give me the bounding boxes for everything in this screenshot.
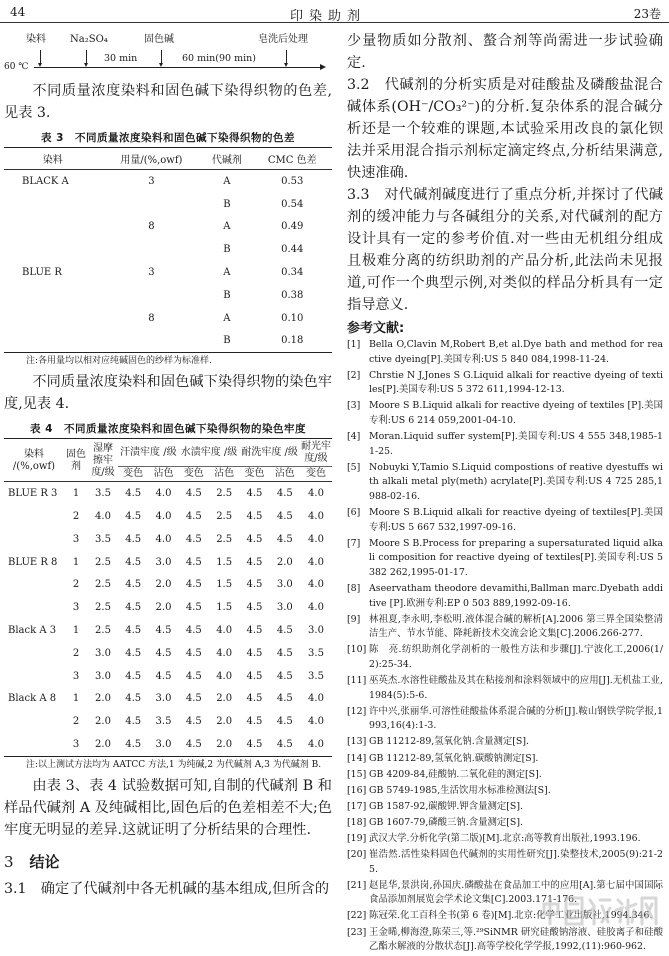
paragraph: 少量物质如分散剂、螯合剂等尚需进一步试验确定.	[347, 33, 663, 71]
reference-text: 许中兴,张丽华.可溶性硅酸盐体系混合碱的分析[J].鞍山钢铁学院学报,1993,16(4):1-3.	[369, 705, 663, 732]
table-cell: 0.38	[281, 289, 304, 301]
table4-header-stain: 沾色	[209, 467, 239, 482]
table-row	[4, 170, 332, 193]
reference-number: [9]	[347, 613, 361, 625]
reference-number: [13]	[347, 736, 367, 748]
table-cell	[4, 665, 64, 688]
reference-number: [11]	[347, 675, 367, 687]
reference-number: [21]	[347, 879, 367, 891]
table-row	[4, 505, 332, 528]
reference-item	[347, 537, 663, 581]
reference-item	[347, 816, 663, 831]
table-cell: 1	[72, 693, 80, 705]
table4-header-sweat: 汗渍牢度 /级	[118, 439, 179, 467]
table4-header-stain: 沾色	[270, 467, 300, 482]
table4-header-light: 耐光牢度/级	[300, 439, 332, 467]
table-cell: A	[223, 312, 231, 324]
reference-item	[347, 800, 663, 815]
table-cell: 3.5	[95, 533, 111, 545]
table-cell: 4.5	[276, 625, 293, 637]
reference-text: GB 1587-92,碳酸钾.钾含量测定[S].	[369, 800, 523, 812]
table4-header-dye: 染料 /(%,owf)	[12, 448, 56, 472]
reference-item	[347, 784, 663, 799]
reference-item	[347, 705, 663, 734]
table-cell: 4.5	[246, 533, 263, 545]
reference-number: [6]	[347, 507, 361, 519]
reference-number: [7]	[347, 537, 361, 549]
table-cell: 3	[148, 267, 155, 279]
table-cell: 2.5	[216, 488, 233, 500]
table-cell: 3.0	[308, 625, 324, 637]
table-cell: 3.0	[155, 739, 172, 751]
reference-item	[347, 506, 663, 535]
table-cell: 2.5	[216, 533, 233, 545]
table-row	[4, 238, 332, 261]
table-row	[4, 216, 332, 239]
table-cell: Black A 8	[8, 693, 57, 705]
table-cell: 4.0	[95, 511, 111, 523]
reference-text: 陈 亮.纺织助剂化学剖析的一般性方法和步骤[J].宁波化工,2006(1/2):25-34.	[369, 644, 663, 670]
table-cell	[4, 216, 102, 239]
table-cell: 3	[148, 175, 155, 187]
table-cell: 4.5	[246, 693, 263, 705]
table-cell: 4.5	[155, 670, 172, 682]
process-label-alkali: 固色碱	[144, 34, 174, 45]
table-cell: BLUE R 8	[8, 556, 58, 568]
reference-number: [12]	[347, 705, 367, 717]
reference-item	[347, 926, 663, 955]
table-row	[4, 642, 332, 665]
table-cell: 4.0	[308, 739, 324, 751]
volume-label: 23卷	[633, 7, 661, 21]
reference-text: GB 11212-89,氢氧化钠.含量测定[S].	[369, 736, 529, 748]
table-cell	[102, 238, 202, 261]
paragraph: 3.3 对代碱剂碱度进行了重点分析,并探讨了代碱剂的缓冲能力与各碱组分的关系,对代碱剂的配方设计具有一定的参考价值.对一些由无机组分组成且极难分离的纺织助剂的产品分析,此法尚未见报道,可作一个典型示例,对类似的样品分析具有一定指导意义.	[347, 187, 663, 313]
table-cell: 4.5	[185, 647, 202, 659]
table-cell: 4.0	[308, 693, 324, 705]
reference-text: Nobuyki Y,Tamio S.Liquid compostions of reative dyestuffs with alkali metal ply(meth) acrylate[P].美国专利:US 4 725 285,1988-02-16.	[369, 461, 663, 502]
table-cell: 1.5	[216, 602, 233, 614]
reference-number: [10]	[347, 644, 367, 656]
table-cell: 4.5	[185, 556, 202, 568]
table-cell: 4.5	[246, 670, 263, 682]
table-cell: 4.5	[246, 579, 263, 591]
table4-note: 注:以上测试方法均为 AATCC 方法,1 为纯碱,2 为代碱剂 A,3 为代碱剂 B.	[26, 759, 322, 770]
table-cell: 4.5	[276, 488, 293, 500]
table-cell: 4.0	[308, 602, 324, 614]
table-cell: 4.5	[125, 647, 142, 659]
table-cell: 4.5	[185, 716, 202, 728]
reference-text: GB 4209-84,硅酸钠.二氧化硅的测定[S].	[369, 768, 542, 780]
table-cell: 2.0	[95, 693, 111, 705]
table-cell: 4.5	[125, 556, 142, 568]
table-cell: 4.0	[216, 625, 233, 637]
table-cell: 4.5	[185, 739, 202, 751]
table-cell: 2	[72, 579, 80, 591]
table-cell: 8	[148, 221, 155, 233]
table-cell	[4, 505, 64, 528]
table3-note: 注:各用量均以相对应纯碱固色的纱样为标准样.	[26, 356, 212, 367]
table-cell	[102, 330, 202, 353]
table-cell: 2.5	[95, 625, 111, 637]
table-cell: 2.5	[95, 579, 111, 591]
table3-header: 用量/(%,owf)	[102, 148, 202, 170]
table-cell: 0.34	[281, 267, 304, 279]
table-cell: 4.5	[246, 602, 263, 614]
table-cell: 4.5	[185, 602, 202, 614]
section-heading	[4, 851, 332, 872]
reference-text: GB 5749-1985,生活饮用水标准检测法[S].	[369, 784, 551, 796]
table-cell: 2	[72, 511, 80, 523]
table-cell: 4.0	[155, 511, 172, 523]
table-cell: 4.5	[185, 511, 202, 523]
table-cell: 4.5	[276, 647, 293, 659]
table-row	[4, 688, 332, 711]
reference-text: 林祖夏,李永明,李松明.液体混合碱的解析[A].2006 第三界全国染整清洁生产、节水节能、降耗新技术交流会论文集[C].2006.266-277.	[369, 613, 663, 640]
table-cell: 4.5	[246, 511, 263, 523]
table-row	[4, 193, 332, 216]
reference-item	[347, 369, 663, 398]
table-cell: 4.5	[125, 602, 142, 614]
table-cell: B	[223, 289, 231, 301]
table4-caption: 表 4 不同质量浓度染料和固色碱下染得织物的染色牢度	[30, 423, 306, 436]
table-cell: A	[223, 175, 231, 187]
table-cell: 4.5	[125, 511, 142, 523]
table-row	[4, 574, 332, 597]
table-cell: B	[223, 335, 231, 347]
table-cell: 4.5	[125, 716, 142, 728]
process-label-dye: 染料	[26, 34, 46, 45]
reference-number: [18]	[347, 816, 367, 828]
table-cell	[102, 284, 202, 307]
table3-header: CMC 色差	[252, 148, 332, 170]
reference-number: [16]	[347, 784, 367, 796]
table-cell: 4.5	[246, 488, 263, 500]
table-cell: 3.0	[95, 670, 111, 682]
table-row	[4, 284, 332, 307]
table-row	[4, 482, 332, 505]
reference-text: GB 1607-79,磷酸三钠.含量测定[S].	[369, 816, 523, 828]
table-cell: 4.5	[276, 670, 293, 682]
reference-item	[347, 430, 663, 459]
reference-text: 崔浩然.活性染料固色代碱剂的实用性研究[J].染整技术,2005(9):21-25.	[369, 849, 663, 875]
table-cell: 4.5	[185, 533, 202, 545]
table-cell	[102, 193, 202, 216]
table-cell: 1.5	[216, 579, 233, 591]
process-label-salt: Na₂SO₄	[70, 34, 108, 45]
table-cell: 4.5	[155, 625, 172, 637]
table-cell: 0.53	[281, 175, 304, 187]
table-cell: 4.5	[246, 647, 263, 659]
reference-text: GB 11212-89,氢氧化钠.碳酸钠测定[S].	[369, 752, 539, 764]
journal-title: 印染助剂	[290, 9, 367, 24]
table-row	[4, 551, 332, 574]
table-cell	[4, 574, 64, 597]
table-cell: 2.0	[95, 739, 111, 751]
table-cell: 3.5	[308, 647, 324, 659]
reference-item	[347, 338, 663, 367]
table3-header: 染料	[4, 148, 102, 170]
page-number: 44	[10, 5, 26, 19]
table-cell: A	[223, 221, 231, 233]
reference-text: 武汉大学.分析化学(第二版)[M].北京:高等教育出版社,1993.196.	[369, 833, 641, 844]
table4-header-water: 水渍牢度 /级	[179, 439, 240, 467]
table-cell: 2.5	[95, 602, 111, 614]
arrow-down-icon	[286, 50, 287, 65]
reference-text: 王金晞,柳海澄,陈荣三,等.²⁹SiNMR 研究硅酸钠溶液、硅胶离子和硅酸乙酯水解液的分散状态[J].高等学校化学学报,1992,(11):960-962.	[369, 926, 663, 953]
table-cell: 3.5	[95, 488, 111, 500]
section-number: 3	[4, 852, 14, 871]
table-cell: 0.54	[281, 198, 304, 210]
table-cell: 0.44	[281, 244, 304, 256]
table-cell: 1	[72, 556, 80, 568]
table-cell: A	[223, 267, 231, 279]
table4-header-wetrub: 湿摩擦牢度/级	[91, 442, 115, 478]
reference-item	[347, 735, 663, 750]
table-cell: 3	[72, 533, 80, 545]
table-cell: 2.0	[155, 602, 172, 614]
process-temperature: 60 ℃	[4, 62, 29, 72]
table-cell: 4.0	[155, 533, 172, 545]
table-cell: 4.5	[155, 647, 172, 659]
table-cell: 3	[72, 739, 80, 751]
page-header	[0, 0, 669, 24]
table-cell: 4.5	[246, 556, 263, 568]
table-cell: 4.5	[276, 716, 293, 728]
reference-item	[347, 832, 663, 847]
reference-text: Bella O,Clavin M,Robert B,et al.Dye bath and method for reactive dyeing[P].美国专利:US 5 840 084,1998-11-24.	[369, 339, 663, 365]
table-cell: 4.5	[125, 533, 142, 545]
arrow-down-icon	[40, 50, 41, 65]
process-label-soaping: 皂洗后处理	[258, 34, 308, 45]
table4-header-change: 变色	[300, 467, 332, 482]
table-cell: 4.5	[125, 670, 142, 682]
reference-text: 陈冠荣.化工百科全书(第 6 卷)[M].北京:化学工业出版社,1994.346.	[369, 910, 653, 922]
table-cell: 2.5	[95, 556, 111, 568]
table-cell: 3.5	[155, 716, 172, 728]
table4-header-change: 变色	[118, 467, 148, 482]
table-cell: 4.5	[276, 693, 293, 705]
reference-number: [2]	[347, 369, 361, 381]
reference-item	[347, 461, 663, 505]
reference-text: Moore S B.Liquid alkali for reactive dyeing of textiles[P].美国专利:US 5 667 532,1997-09-16.	[369, 507, 663, 533]
table-row	[4, 665, 332, 688]
table4	[4, 438, 332, 757]
reference-text: Aseervatham theodore devamithi,Ballman marc.Dyebath additive [P].欧洲专利:EP 0 503 889,1992-09-16.	[369, 583, 663, 609]
references-title: 参考文献:	[347, 321, 405, 336]
table-row	[4, 733, 332, 756]
table-cell: 4.5	[185, 670, 202, 682]
table-cell: 1	[72, 488, 80, 500]
reference-text: Moran.Liquid suffer system[P].美国专利:US 4 555 348,1985-11-25.	[369, 431, 663, 457]
table-cell: 3	[72, 602, 80, 614]
table-cell: 4.5	[246, 739, 263, 751]
reference-number: [15]	[347, 768, 367, 780]
table-cell	[4, 284, 102, 307]
table-cell: 2.0	[216, 693, 233, 705]
paragraph: 不同质量浓度染料和固色碱下染得织物的染色牢度,见表 4.	[4, 374, 332, 413]
table-cell: 4.5	[185, 579, 202, 591]
paragraph: 由表 3、表 4 试验数据可知,自制的代碱剂 B 和样品代碱剂 A 及纯碱相比,固色后的色差相差不大;色牢度无明显的差异.这就证明了分析结果的合理性.	[4, 777, 332, 838]
table-row	[4, 307, 332, 330]
process-time-axis	[34, 67, 324, 68]
table-row	[4, 528, 332, 551]
table-cell: 3.5	[308, 670, 324, 682]
reference-item	[347, 879, 663, 908]
table-cell: 2	[72, 647, 80, 659]
reference-number: [4]	[347, 431, 361, 443]
reference-item	[347, 613, 663, 642]
table-cell: 2.0	[216, 716, 233, 728]
reference-text: 巫英杰.水溶性硅酸盐及其在粘接剂和涂料领域中的应用[J].无机盐工业,1984(5):5-6.	[369, 675, 663, 701]
table-cell: 4.0	[308, 533, 324, 545]
reference-text: 赵昆华,景洪岗,孙国庆.磷酸盐在食品加工中的应用[A].第七届中国国际食品添加剂展览会学术论文集[C].2003.171-176.	[369, 879, 663, 906]
reference-text: Chrstie N J,Jones S G.Liquid alkali for reactive dyeing of textiles[P].美国专利:US 5 372 611,1994-12-13.	[369, 369, 663, 396]
table-cell: 2.5	[216, 511, 233, 523]
table-cell: BLUE R 3	[8, 488, 58, 500]
table-cell: 4.0	[308, 488, 324, 500]
table-cell	[4, 596, 64, 619]
references-list	[347, 338, 663, 955]
table4-header-wash: 耐洗牢度 /级	[239, 439, 300, 467]
table-cell: BLACK A	[22, 175, 69, 187]
table-cell: 4.5	[125, 693, 142, 705]
table3-caption: 表 3 不同质量浓度染料和固色碱下染得织物的色差	[41, 132, 295, 144]
table-cell: B	[223, 198, 231, 210]
reference-number: [8]	[347, 583, 361, 594]
arrow-down-icon	[161, 50, 162, 65]
table-cell: 4.5	[125, 579, 142, 591]
table-cell	[4, 307, 102, 330]
reference-item	[347, 674, 663, 703]
reference-item	[347, 399, 663, 428]
table-row	[4, 619, 332, 642]
reference-item	[347, 909, 663, 924]
reference-number: [3]	[347, 400, 361, 412]
table-cell: 3.0	[95, 647, 111, 659]
process-segment-60: 60 min(90 min)	[182, 53, 256, 64]
table-cell: 3.0	[155, 693, 172, 705]
table-cell: 1.5	[216, 556, 233, 568]
right-column	[347, 30, 663, 956]
table-cell	[4, 330, 102, 353]
table-cell: 4.5	[276, 511, 293, 523]
reference-text: Moore S B.Liquid alkali for reactive dyeing of textiles [P].美国专利:US 6 214 059,2001-04-10.	[369, 400, 663, 426]
table-cell: 3.0	[155, 556, 172, 568]
table-cell	[4, 642, 64, 665]
table-cell: 4.0	[308, 716, 324, 728]
table-cell: 4.0	[308, 511, 324, 523]
reference-number: [19]	[347, 833, 367, 844]
table-cell: 4.5	[276, 739, 293, 751]
table3	[4, 147, 332, 353]
reference-text: Moore S B.Process for preparing a supersaturated liquid alkali composition for reactive dyeing of textiles[P].美国专利:US 5 382 262,1995-01-17.	[369, 537, 663, 578]
table-row	[4, 330, 332, 353]
reference-item	[347, 752, 663, 767]
table-cell: 4.5	[246, 625, 263, 637]
table3-header: 代碱剂	[201, 148, 252, 170]
process-diagram	[4, 32, 332, 80]
table-cell: 4.5	[276, 533, 293, 545]
table-cell: 4.0	[155, 488, 172, 500]
table-cell: BLUE R	[22, 267, 62, 279]
reference-number: [22]	[347, 910, 367, 922]
header-rule	[0, 22, 669, 23]
reference-item	[347, 582, 663, 611]
table-cell: 0.18	[281, 335, 304, 347]
table-cell: 0.49	[281, 221, 304, 233]
reference-item	[347, 643, 663, 672]
process-segment-30: 30 min	[104, 53, 138, 64]
reference-number: [17]	[347, 800, 367, 812]
table-cell: 4.0	[216, 670, 233, 682]
paragraph: 3.2 代碱剂的分析实质是对硅酸盐及磷酸盐混合碱体系(OH⁻/CO₃²⁻)的分析.复杂体系的混合碱分析还是一个较难的课题,本试验采用改良的氯化钡法并采用混合指示剂标定滴定终点,分析结果满意,快速准确.	[347, 77, 663, 181]
table-cell: 4.0	[308, 579, 324, 591]
table-cell	[4, 733, 64, 756]
table-cell: 4.5	[125, 625, 142, 637]
reference-number: [1]	[347, 339, 361, 350]
table4-header-stain: 沾色	[148, 467, 178, 482]
table4-header-change: 变色	[179, 467, 209, 482]
table-cell	[4, 528, 64, 551]
table-cell: 8	[148, 312, 155, 324]
table-cell: 4.5	[185, 625, 202, 637]
table-cell: 3.0	[276, 602, 293, 614]
table-cell: 3	[72, 670, 80, 682]
arrow-down-icon	[86, 50, 87, 65]
table-cell: Black A 3	[8, 625, 57, 637]
table-cell: 4.0	[216, 647, 233, 659]
table-cell: 2.0	[276, 556, 293, 568]
table4-header-agent: 固色剂	[66, 448, 86, 472]
table-cell: 4.5	[185, 488, 202, 500]
table-cell: 0.10	[281, 312, 304, 324]
section-title: 结论	[29, 852, 60, 871]
paragraph: 3.1 确定了代碱剂中各无机碱的基本组成,但所含的	[4, 880, 330, 897]
table-cell: 2.0	[155, 579, 172, 591]
table-cell	[4, 193, 102, 216]
reference-number: [23]	[347, 926, 367, 938]
table-row	[4, 710, 332, 733]
table-cell: 4.0	[308, 556, 324, 568]
table-cell: B	[223, 244, 231, 256]
table-row	[4, 596, 332, 619]
table-row	[4, 261, 332, 284]
table-cell: 4.5	[125, 739, 142, 751]
table-cell: 2	[72, 716, 80, 728]
table-cell: 4.5	[246, 716, 263, 728]
reference-number: [14]	[347, 752, 367, 764]
table-cell: 2.0	[216, 739, 233, 751]
table4-header-change: 变色	[239, 467, 269, 482]
table-cell	[4, 710, 64, 733]
table-cell: 3.0	[276, 579, 293, 591]
table-cell: 2.0	[95, 716, 111, 728]
left-column	[4, 32, 332, 900]
reference-item	[347, 768, 663, 783]
reference-number: [5]	[347, 461, 361, 473]
table-cell: 1	[72, 625, 80, 637]
reference-number: [20]	[347, 849, 367, 861]
table-cell: 4.5	[125, 488, 142, 500]
table-cell: 4.5	[185, 693, 202, 705]
table-cell	[4, 238, 102, 261]
reference-item	[347, 848, 663, 877]
paragraph: 不同质量浓度染料和固色碱下染得织物的色差,见表 3.	[4, 83, 332, 121]
